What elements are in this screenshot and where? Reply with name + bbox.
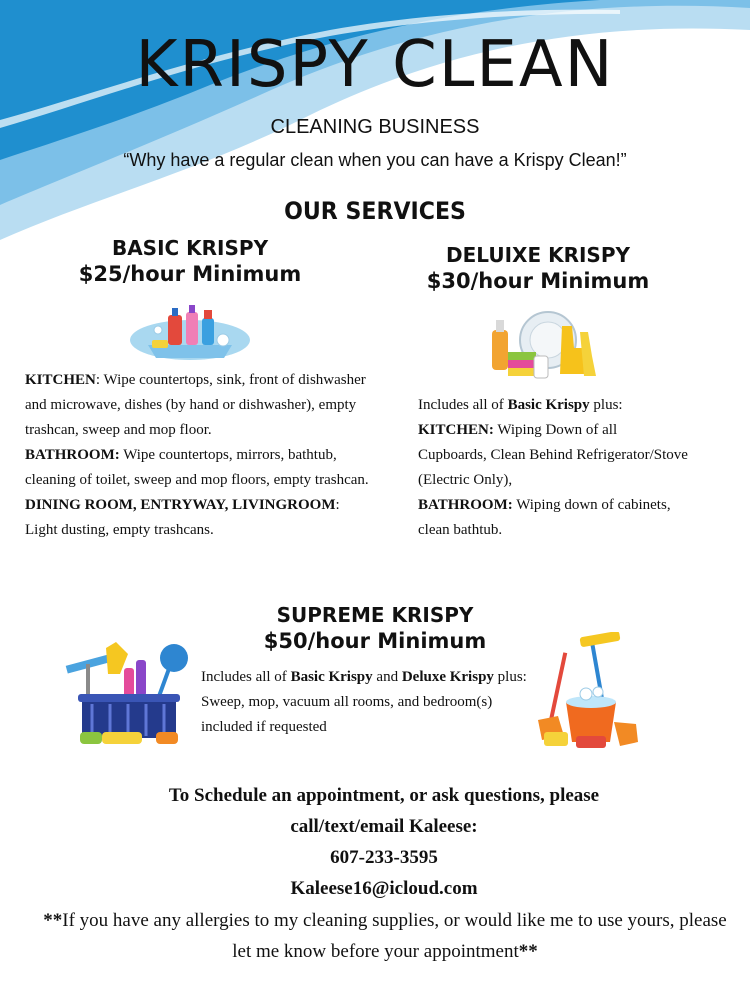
services-heading: OUR SERVICES (284, 197, 466, 225)
contact-line-1: To Schedule an appointment, or ask questions, please (168, 785, 600, 806)
deluxe-plan-description (418, 393, 688, 543)
deluxe-plan-price (388, 268, 688, 295)
deluxe-plan-header (388, 242, 688, 295)
basic-price-amount: $25 (78, 262, 123, 286)
supreme-text-3: plus: Sweep, mop, vacuum all rooms, and bedroom(s) included if requested (201, 669, 527, 735)
footnote-text: If you have any allergies to my cleaning supplies, or would like me to use yours, please let me know before your appointment (62, 910, 727, 962)
basic-kitchen-label: KITCHEN (25, 372, 96, 388)
cleaning-supplies-basic-illustration (128, 300, 252, 362)
business-title: KRISPY CLEAN (135, 28, 615, 102)
supreme-price-amount: $50 (263, 629, 308, 653)
footnote-stars-close: ** (518, 941, 538, 962)
deluxe-intro-end: plus: (589, 397, 623, 413)
basic-plan-name: BASIC KRISPY (111, 236, 269, 260)
supreme-price-suffix: /hour Minimum (307, 629, 487, 653)
supreme-plan-price (225, 628, 525, 655)
basic-dining-text: : Light dusting, empty trashcans. (25, 497, 340, 538)
deluxe-bathroom-text: Wiping down of cabinets, clean bathtub. (418, 497, 671, 538)
deluxe-plan-name: DELUIXE KRISPY (446, 243, 630, 267)
dishwashing-supplies-illustration (488, 308, 600, 380)
supreme-bold-1: Basic Krispy (290, 669, 373, 685)
allergy-footnote (35, 905, 735, 967)
supreme-bold-2: Deluxe Krispy (401, 669, 494, 685)
contact-email: Kaleese16@icloud.com (290, 878, 478, 899)
deluxe-intro: Includes all of (418, 397, 508, 413)
contact-phone: 607-233-3595 (330, 847, 438, 868)
contact-line-2: call/text/email Kaleese: (290, 816, 478, 837)
cleaning-basket-illustration (62, 638, 194, 750)
basic-plan-header (40, 235, 340, 288)
deluxe-bathroom-label: BATHROOM: (418, 497, 513, 513)
business-subtitle: CLEANING BUSINESS (270, 116, 480, 138)
supreme-text-2: and (372, 669, 402, 685)
footnote-stars-open: ** (43, 910, 63, 931)
supreme-plan-description (201, 665, 536, 740)
deluxe-price-amount: $30 (426, 269, 471, 293)
deluxe-kitchen-text: Wiping Down of all Cupboards, Clean Behind Refrigerator/Stove (Electric Only), (418, 422, 688, 488)
deluxe-intro-bold: Basic Krispy (507, 397, 590, 413)
deluxe-price-suffix: /hour Minimum (470, 269, 650, 293)
basic-plan-description (25, 368, 370, 543)
basic-bathroom-label: BATHROOM: (25, 447, 120, 463)
tagline: “Why have a regular clean when you can have a Krispy Clean!” (123, 150, 627, 170)
basic-price-suffix: /hour Minimum (122, 262, 302, 286)
mop-bucket-illustration (536, 632, 646, 754)
basic-plan-price (40, 261, 340, 288)
basic-dining-label: DINING ROOM, ENTRYWAY, LIVINGROOM (25, 497, 336, 513)
deluxe-kitchen-label: KITCHEN: (418, 422, 494, 438)
supreme-plan-name: SUPREME KRISPY (276, 603, 474, 627)
supreme-plan-header (225, 602, 525, 655)
basic-kitchen-text: : Wipe countertops, sink, front of dishwasher and microwave, dishes (by hand or dishwasher), empty trashcan, sweep and mop floor. (25, 372, 366, 438)
contact-section (0, 780, 750, 904)
basic-bathroom-text: Wipe countertops, mirrors, bathtub, cleaning of toilet, sweep and mop floors, empty trashcan. (25, 447, 369, 488)
supreme-text-1: Includes all of (201, 669, 291, 685)
